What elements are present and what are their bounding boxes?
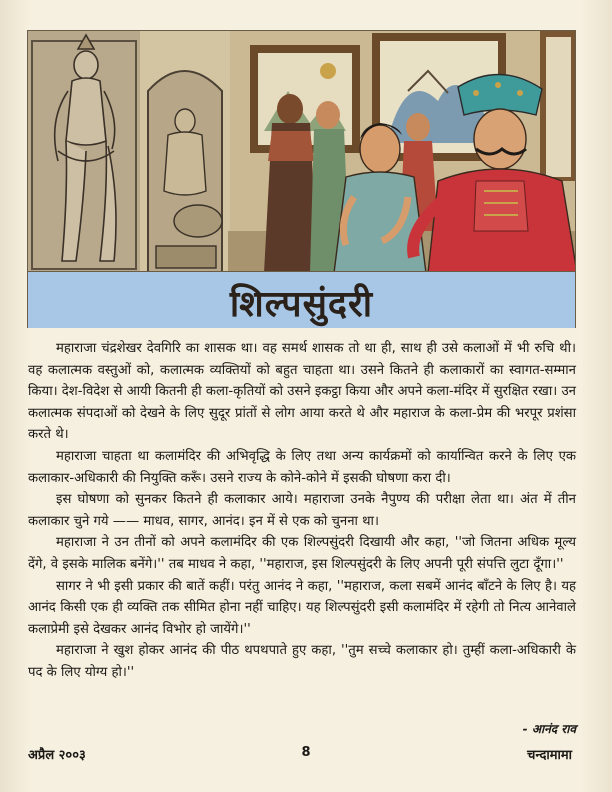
story-paragraph: महाराजा ने खुश होकर आनंद की पीठ थपथपाते हुए कहा, ''तुम सच्चे कलाकार हो। तुम्हीं कला-अधिकारी के पद के लिए योग्य हो।'': [28, 643, 576, 680]
story-illustration: [27, 30, 576, 272]
deity-sculpture: [140, 31, 230, 272]
issue-date: अप्रैल २००३: [28, 748, 86, 763]
story-title: शिल्पसुंदरी: [229, 283, 374, 325]
story-paragraph: महाराजा चाहता था कलामंदिर की अभिवृद्धि के लिए तथा अन्य कार्यक्रमों को कार्यान्वित करने के लिए एक कलाकार-अधिकारी की नियुक्ति करूँ। उसने राज्य के कोने-कोने में इसकी घोषणा करा दी।: [28, 448, 576, 486]
story-body: [28, 338, 576, 684]
illustration-art: [28, 31, 576, 272]
page-number: 8: [301, 745, 311, 760]
author-credit: - आनंद राव: [522, 722, 576, 736]
title-band: [27, 272, 576, 328]
story-paragraph: सागर ने भी इसी प्रकार की बातें कहीं। परंतु आनंद ने कहा, ''महाराज, कला सबमें आनंद बाँटने के लिए है। यह आनंद किसी एक ही व्यक्ति तक सीमित होना नहीं चाहिए। यह शिल्पसुंदरी इसी कलामंदिर में रहेगी तो नित्य आनेवाले कलाप्रेमी इसे देखकर आनंद विभोर हो जायेंगे।'': [28, 578, 576, 637]
magazine-name: चन्दामामा: [527, 748, 572, 763]
story-paragraph: महाराजा चंद्रशेखर देवगिरि का शासक था। वह समर्थ शासक तो था ही, साथ ही उसे कलाओं में भी रुचि थी। वह कलात्मक वस्तुओं को, कलात्मक व्यक्तियों को बहुत चाहता था। उसने कितने ही कलाकारों का स्वागत-सम्मान किया। देश-विदेश से आयी कितनी ही कला-कृतियों को उसने इकट्ठा किया और अपने कला-मंदिर में सुरक्षित रखा। उन कलात्मक संपदाओं को देखने के लिए सुदूर प्रांतों से लोग आया करते थे और महाराज के कला-प्रेम की भरपूर प्रशंसा करते थे।: [28, 341, 576, 443]
story-paragraph: महाराजा ने उन तीनों को अपने कलामंदिर की एक शिल्पसुंदरी दिखायी और कहा, ''जो जितना अधिक मूल्य देंगे, वे इसके मालिक बनेंगे।'' तब माधव ने कहा, ''महाराज, इस शिल्पसुंदरी के लिए अपनी पूरी संपत्ति लुटा दूँगा।'': [28, 535, 576, 572]
story-paragraph: इस घोषणा को सुनकर कितने ही कलाकार आये। महाराजा उनके नैपुण्य की परीक्षा लेता था। अंत में तीन कलाकार चुने गये —— माधव, सागर, आनंद। इन में से एक को चुनना था।: [28, 492, 576, 529]
